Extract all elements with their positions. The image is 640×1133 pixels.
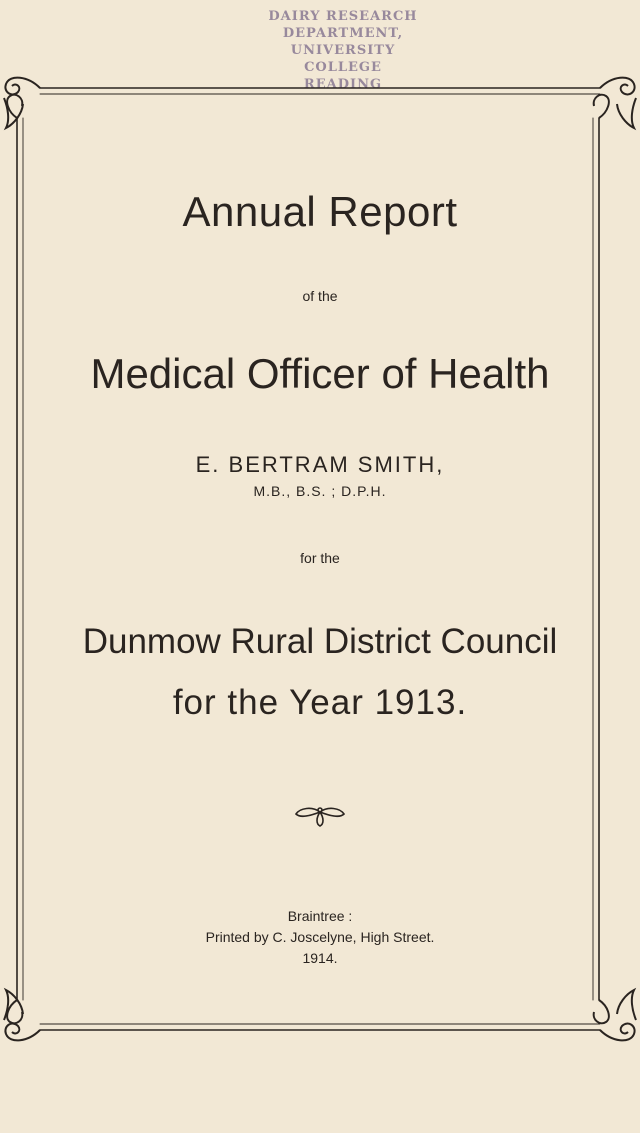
council-name: Dunmow Rural District Council bbox=[82, 622, 558, 661]
stamp-line-1: DAIRY RESEARCH bbox=[268, 9, 418, 24]
corner-flourish-icon bbox=[4, 990, 40, 1040]
report-title: Annual Report bbox=[182, 188, 458, 235]
author-name: E. BERTRAM SMITH, bbox=[195, 452, 445, 477]
stamp-line-3: UNIVERSITY COLLEGE bbox=[290, 43, 396, 75]
corner-flourish-icon bbox=[594, 78, 636, 128]
fleuron-ornament-icon bbox=[292, 804, 348, 830]
stamp-line-4: READING bbox=[303, 77, 383, 92]
stamp-line-2: DEPARTMENT, bbox=[282, 26, 404, 41]
imprint-printer: Printed by C. Joscelyne, High Street. bbox=[205, 929, 435, 945]
for-the-text: for the bbox=[300, 550, 340, 566]
imprint-year: 1914. bbox=[302, 950, 338, 966]
corner-flourish-icon bbox=[4, 78, 40, 128]
office-title: Medical Officer of Health bbox=[90, 350, 550, 397]
imprint-place: Braintree : bbox=[287, 908, 353, 924]
author-qualifications: M.B., B.S. ; D.P.H. bbox=[253, 483, 387, 499]
report-year-line: for the Year 1913. bbox=[172, 683, 468, 722]
imprint-block bbox=[0, 906, 640, 969]
of-the-text: of the bbox=[302, 288, 338, 304]
corner-flourish-icon bbox=[594, 990, 636, 1040]
